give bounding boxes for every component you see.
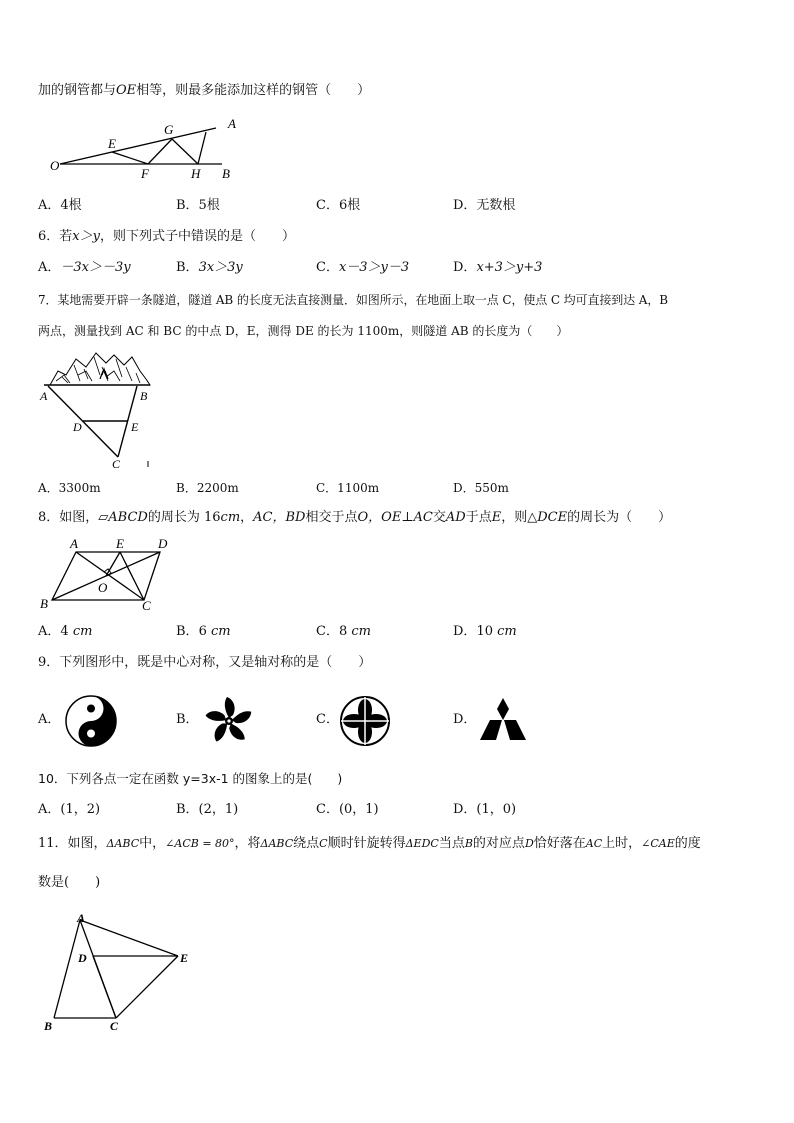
q10-stem: 10．下列各点一定在函数 y=3x-1 的图象上的是( ) — [38, 771, 343, 786]
q8-option-c[interactable]: C．8 cm — [316, 624, 371, 639]
q7-label-C: C — [112, 457, 121, 469]
q6-option-c[interactable]: C．x－3＞y－3 — [316, 260, 410, 275]
q7-label-D: D — [73, 420, 82, 434]
q8-label-C: C — [142, 598, 151, 612]
q9-option-b[interactable]: B． — [176, 712, 199, 727]
q8-option-d[interactable]: D．10 cm — [453, 624, 517, 639]
q5-label-O: O — [50, 158, 60, 173]
q8-label-D: D — [158, 536, 168, 551]
q7-label-E: E — [131, 420, 139, 434]
q5-label-G: G — [164, 122, 174, 137]
q7-stem-line-2: 两点，测量找到 AC 和 BC 的中点 D，E，测得 DE 的长为 1100m，则隧道 AB 的长度为（ ） — [38, 324, 569, 338]
q11-stem-line-2: 数是( ) — [38, 875, 101, 890]
q5-label-E: E — [108, 136, 116, 151]
q9-option-c[interactable]: C． — [316, 712, 339, 727]
q7-option-a[interactable]: A．3300m — [38, 481, 101, 495]
q7-option-b[interactable]: B．2200m — [176, 481, 239, 495]
q10-option-a[interactable]: A．(1，2) — [38, 802, 101, 817]
q8-label-E: E — [116, 536, 124, 551]
q5-option-a[interactable]: A．4根 — [38, 198, 82, 213]
yin-yang-icon[interactable] — [64, 694, 118, 748]
four-petal-circle-icon[interactable] — [338, 694, 392, 748]
q7-label-A: A — [40, 389, 48, 403]
q5-figure — [40, 112, 260, 184]
q8-stem: 8．如图，▱ABCD的周长为 16cm，AC，BD相交于点O，OE⊥AC交AD于点E，则△DCE的周长为（ ） — [38, 510, 672, 525]
q5-stem: 加的钢管都与OE相等，则最多能添加这样的钢管（ ） — [38, 83, 371, 98]
q6-stem: 6．若x＞y，则下列式子中错误的是（ ） — [38, 229, 295, 244]
q6-option-d[interactable]: D．x+3＞y+3 — [453, 260, 543, 275]
q6-option-b[interactable]: B．3x＞3y — [176, 260, 243, 275]
q10-option-d[interactable]: D．(1，0) — [453, 802, 517, 817]
q10-option-b[interactable]: B．(2，1) — [176, 802, 239, 817]
q5-option-d[interactable]: D．无数根 — [453, 198, 516, 213]
q5-label-F: F — [141, 166, 149, 181]
q9-option-a[interactable]: A． — [38, 712, 61, 727]
q8-figure — [38, 536, 178, 612]
q10-option-c[interactable]: C．(0，1) — [316, 802, 379, 817]
q8-option-b[interactable]: B．6 cm — [176, 624, 231, 639]
q7-figure — [36, 345, 160, 469]
q11-label-C: C — [110, 1019, 119, 1033]
q7-option-d[interactable]: D．550m — [453, 481, 509, 495]
q5-option-c[interactable]: C．6根 — [316, 198, 361, 213]
mountain-illustration — [50, 353, 150, 385]
q11-label-E: E — [180, 951, 189, 965]
q5-label-B: B — [222, 166, 230, 181]
q9-stem: 9．下列图形中，既是中心对称，又是轴对称的是（ ） — [38, 655, 372, 670]
q9-option-d[interactable]: D． — [453, 712, 477, 727]
q8-label-A: A — [70, 536, 78, 551]
q7-label-B: B — [140, 389, 148, 403]
q5-option-b[interactable]: B．5根 — [176, 198, 220, 213]
q11-stem-line-1: 11．如图，ΔABC中，∠ACB = 80°，将ΔABC绕点C顺时针旋转得ΔEDC当点B的对应点D恰好落在AC上时，∠CAE的度 — [38, 836, 701, 851]
pinwheel-icon[interactable] — [202, 694, 256, 748]
q8-option-a[interactable]: A．4 cm — [38, 624, 93, 639]
q8-label-O: O — [98, 580, 108, 595]
q8-label-B: B — [40, 596, 48, 611]
three-diamond-icon[interactable] — [478, 696, 528, 742]
q11-figure — [40, 908, 200, 1034]
q11-label-A: A — [77, 911, 86, 925]
q11-label-D: D — [78, 951, 87, 965]
q5-label-A: A — [228, 116, 236, 131]
q6-option-a[interactable]: A．－3x＞－3y — [38, 260, 131, 275]
q5-label-H: H — [191, 166, 201, 181]
q7-option-c[interactable]: C．1100m — [316, 481, 380, 495]
q11-label-B: B — [44, 1019, 53, 1033]
q7-stem-line-1: 7．某地需要开辟一条隧道，隧道 AB 的长度无法直接测量．如图所示，在地面上取一点 C，使点 C 均可直接到达 A，B — [38, 293, 668, 307]
